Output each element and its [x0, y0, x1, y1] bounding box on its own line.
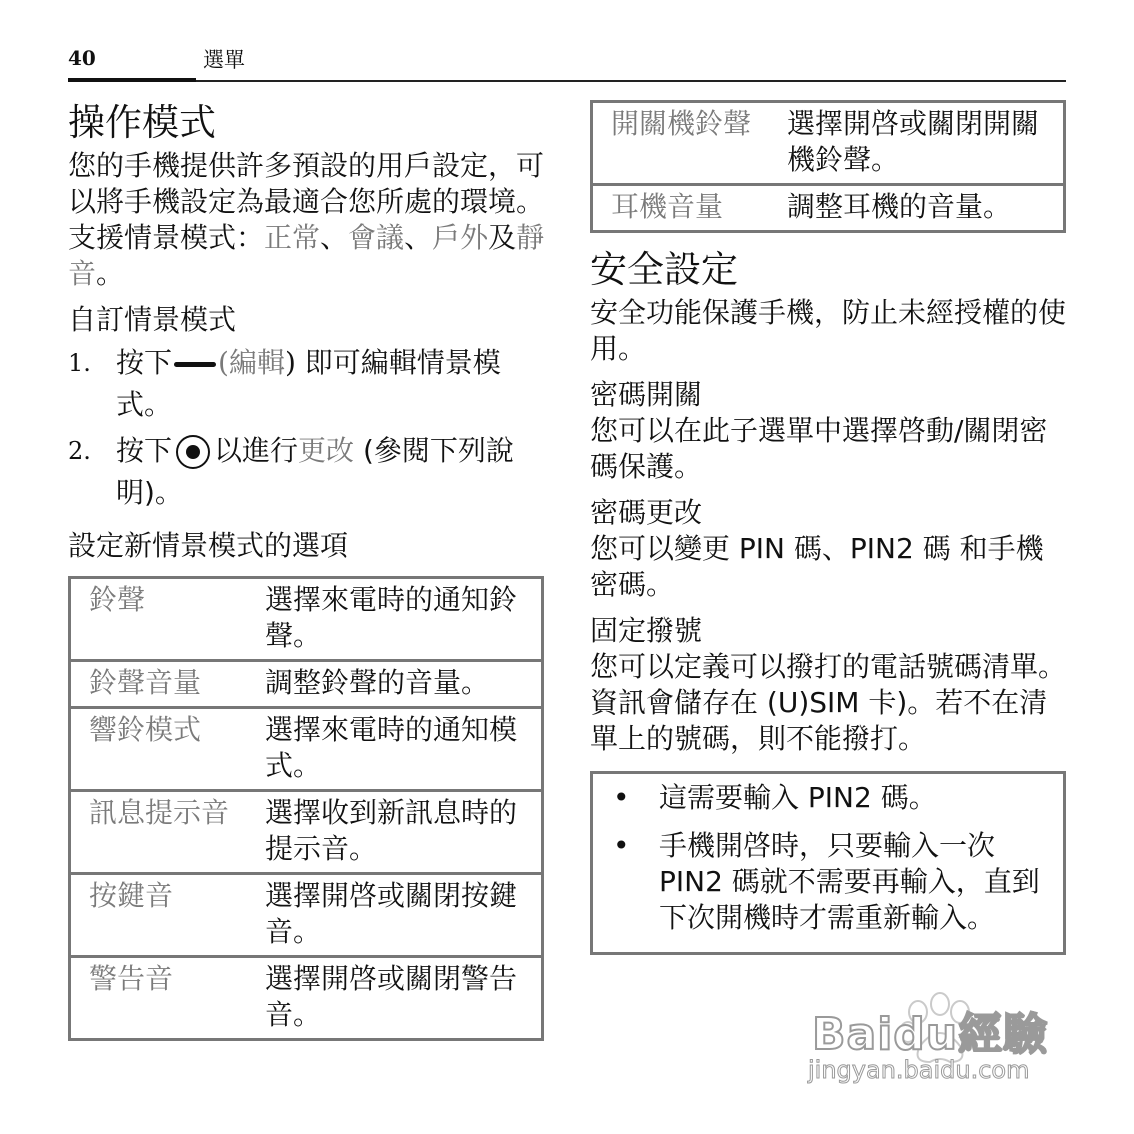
option-name: 訊息提示音	[70, 791, 266, 874]
center-key-icon	[176, 435, 210, 469]
note-text: 這需要輸入 PIN2 碼。	[659, 781, 937, 814]
operation-mode-intro: 您的手機提供許多預設的用戶設定，可以將手機設定為最適合您所處的環境。	[68, 149, 545, 218]
table-row	[70, 578, 543, 661]
edit-softkey-label: 編輯	[228, 346, 285, 379]
subheading-password-switch: 密碼開關	[590, 378, 703, 411]
step-text: 按下	[116, 346, 173, 379]
header-rule-accent	[68, 78, 196, 82]
custom-mode-steps	[68, 342, 548, 514]
option-desc: 調整鈴聲的音量。	[265, 661, 543, 708]
option-desc: 選擇開啓或關閉警告音。	[265, 957, 543, 1040]
table-row	[70, 661, 543, 708]
table-row	[70, 957, 543, 1040]
option-name: 耳機音量	[592, 185, 788, 232]
table-row	[70, 874, 543, 957]
table-row	[592, 185, 1065, 232]
mode-outdoor: 戶外	[432, 221, 489, 254]
option-desc: 選擇來電時的通知模式。	[265, 708, 543, 791]
change-option-label: 更改	[298, 434, 355, 467]
list-item	[593, 780, 1053, 816]
step-1	[68, 342, 548, 426]
section-heading-security: 安全設定	[590, 248, 738, 291]
mode-separator: 、	[404, 221, 433, 254]
note-list	[593, 780, 1053, 936]
note-box	[590, 771, 1066, 955]
step-2	[68, 430, 548, 514]
fixed-dialing-body: 您可以定義可以撥打的電話號碼清單。資訊會儲存在 (U)SIM 卡)。若不在清單上的號碼，則不能撥打。	[590, 650, 1067, 755]
security-intro: 安全功能保護手機，防止未經授權的使用。	[590, 296, 1067, 365]
step-text: 按下	[116, 434, 173, 467]
subheading-password-change: 密碼更改	[590, 496, 703, 529]
step-text: 即可編輯情景模式。	[116, 346, 501, 421]
table-row	[70, 708, 543, 791]
paren: (	[218, 346, 229, 379]
paren: )	[284, 346, 296, 379]
option-desc: 選擇收到新訊息時的提示音。	[265, 791, 543, 874]
watermark-url: jingyan.baidu.com	[808, 1056, 1030, 1084]
subheading-fixed-dialing: 固定撥號	[590, 614, 703, 647]
option-desc: 調整耳機的音量。	[787, 185, 1065, 232]
dash-key-icon	[174, 362, 216, 367]
step-number: 2.	[68, 437, 91, 465]
password-switch-body: 您可以在此子選單中選擇啓動/關閉密碼保護。	[590, 414, 1048, 483]
watermark-brand: Baidu經驗	[812, 1009, 1049, 1060]
header-title: 選單	[203, 48, 245, 72]
section-heading-operation-mode: 操作模式	[68, 101, 216, 144]
mode-options-table-continued	[590, 100, 1066, 233]
modes-prefix: 支援情景模式：	[68, 221, 265, 254]
option-name: 開關機鈴聲	[592, 102, 788, 185]
page-number: 40	[68, 46, 96, 70]
option-name: 按鍵音	[70, 874, 266, 957]
mode-meeting: 會議	[348, 221, 405, 254]
bullet-icon: •	[613, 829, 630, 862]
option-name: 鈴聲音量	[70, 661, 266, 708]
options-heading: 設定新情景模式的選項	[68, 529, 349, 562]
step-text: 以進行	[214, 434, 299, 467]
note-text: 手機開啓時，只要輸入一次 PIN2 碼就不需要再輸入，直到下次開機時才需重新輸入。	[659, 829, 1040, 934]
right-column	[590, 100, 1066, 955]
mode-and: 及	[488, 221, 517, 254]
custom-mode-heading: 自訂情景模式	[68, 303, 237, 336]
option-desc: 選擇開啓或關閉按鍵音。	[265, 874, 543, 957]
left-column	[68, 100, 548, 1041]
header-rule	[68, 80, 1066, 82]
option-desc: 選擇來電時的通知鈴聲。	[265, 578, 543, 661]
mode-silent: 靜音	[68, 221, 545, 290]
table-row	[70, 791, 543, 874]
mode-options-table	[68, 576, 544, 1041]
table-row	[592, 102, 1065, 185]
option-name: 警告音	[70, 957, 266, 1040]
step-text: (參閱下列說明)。	[116, 434, 514, 509]
mode-normal: 正常	[264, 221, 321, 254]
list-item	[593, 828, 1053, 936]
step-number: 1.	[68, 349, 91, 377]
option-desc: 選擇開啓或關閉開關機鈴聲。	[787, 102, 1065, 185]
bullet-icon: •	[613, 781, 630, 814]
supported-modes	[68, 220, 548, 292]
option-name: 鈴聲	[70, 578, 266, 661]
option-name: 響鈴模式	[70, 708, 266, 791]
end-mark: 。	[96, 257, 125, 290]
password-change-body: 您可以變更 PIN 碼、PIN2 碼 和手機密碼。	[590, 532, 1044, 601]
mode-separator: 、	[320, 221, 349, 254]
